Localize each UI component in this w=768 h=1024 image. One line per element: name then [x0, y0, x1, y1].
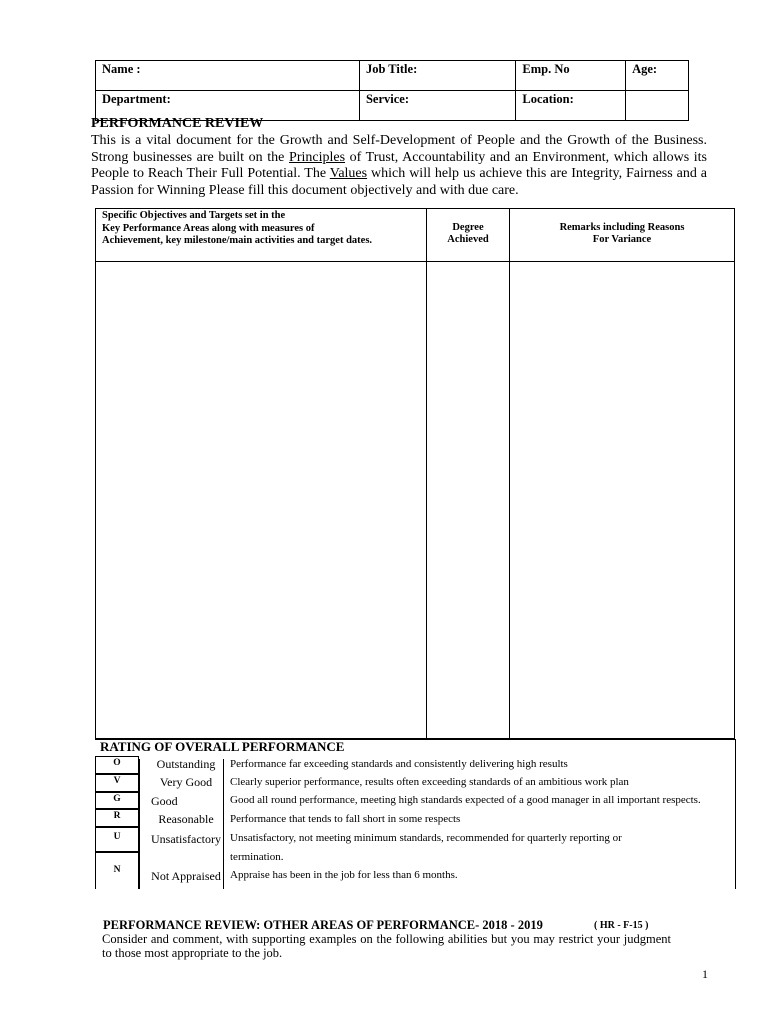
location-label: Location:: [522, 92, 574, 106]
rating-code-r: R: [95, 809, 139, 827]
intro-paragraph: [91, 133, 707, 199]
service-label: Service:: [365, 92, 409, 106]
name-label: Name :: [102, 62, 141, 76]
rating-desc-very-good: Clearly superior performance, results often exceeding standards of an ambitious work plan: [230, 776, 629, 788]
rating-code-v: V: [95, 774, 139, 792]
rating-code-u: U: [95, 827, 139, 852]
intro-text-2: of Trust, Accountability and an Environment, which allows its People to Reach Their Full Potential. The: [91, 149, 708, 181]
objectives-header-line1: Specific Objectives and Targets set in the: [102, 210, 286, 221]
objectives-header-line3: Achievement, key milestone/main activities and target dates.: [102, 235, 373, 246]
values-word: Values: [329, 166, 368, 181]
remarks-header-line1: Remarks including Reasons: [559, 222, 685, 233]
consider-paragraph: Consider and comment, with supporting examples on the following abilities but you may restrict your judgment to those most appropriate to the job.: [102, 932, 671, 960]
rating-desc-outstanding: Performance far exceeding standards and consistently delivering high results: [230, 758, 568, 770]
department-label: Department:: [102, 92, 171, 106]
rating-desc-good: Good all round performance, meeting high standards expected of a good manager in all important respects.: [230, 794, 701, 806]
age-field[interactable]: [626, 61, 689, 91]
rating-right-border: [735, 739, 736, 889]
blank-field[interactable]: [626, 91, 689, 121]
age-label: Age:: [632, 62, 658, 76]
objectives-header-line2: Key Performance Areas along with measures of: [102, 222, 315, 234]
rating-section: [95, 739, 735, 889]
rating-name-outstanding: Outstanding: [156, 757, 216, 771]
other-areas-title: PERFORMANCE REVIEW: OTHER AREAS OF PERFORMANCE- 2018 - 2019: [103, 918, 543, 932]
job-title-label: Job Title:: [365, 62, 418, 76]
rating-name-reasonable: Reasonable: [158, 812, 214, 826]
service-field[interactable]: [359, 91, 515, 121]
rating-desc-reasonable: Performance that tends to fall short in some respects: [230, 813, 461, 825]
degree-header-line2: Achieved: [447, 234, 489, 245]
location-field[interactable]: [516, 91, 626, 121]
job-title-field[interactable]: [359, 61, 515, 91]
intro-text-3: which will help us achieve this are Integrity, Fairness and a Passion for Winning Please fill this document objectively and with due care.: [91, 166, 707, 198]
page-title: PERFORMANCE REVIEW: [91, 116, 264, 131]
principles-word: Principles: [289, 149, 346, 165]
code-separator: [139, 759, 140, 889]
objectives-table: [95, 208, 735, 739]
rating-name-not-appraised: Not Appraised: [151, 869, 221, 883]
rating-code-n: N: [95, 852, 139, 889]
rating-desc-termination: termination.: [230, 851, 284, 863]
degree-header: [427, 209, 510, 262]
rating-title: RATING OF OVERALL PERFORMANCE: [100, 739, 345, 754]
name-field[interactable]: [96, 61, 360, 91]
form-code: ( HR - F-15 ): [594, 920, 649, 931]
page-number: 1: [702, 967, 708, 981]
rating-name-very-good: Very Good: [159, 775, 213, 789]
rating-name-unsatisfactory: Unsatisfactory: [151, 832, 221, 846]
objectives-entry[interactable]: [96, 262, 427, 739]
remarks-header-line2: For Variance: [592, 234, 652, 245]
intro-text-1: This is a vital document for the Growth and Self-Development of People and the Growth of the Business. Strong businesses are built on the: [91, 133, 707, 165]
rating-code-g: G: [95, 792, 139, 809]
emp-no-field[interactable]: [516, 61, 626, 91]
emp-no-label: Emp. No: [522, 62, 570, 76]
remarks-header: [510, 209, 735, 262]
degree-header-line1: Degree: [452, 222, 484, 233]
degree-entry[interactable]: [427, 262, 510, 739]
employee-info-table: [95, 60, 689, 121]
objectives-header: [96, 209, 427, 262]
rating-code-o: O: [95, 756, 139, 774]
rating-desc-unsatisfactory: Unsatisfactory, not meeting minimum standards, recommended for quarterly reporting or: [230, 832, 622, 844]
rating-name-good: Good: [151, 794, 178, 808]
rating-desc-not-appraised: Appraise has been in the job for less than 6 months.: [230, 869, 458, 881]
remarks-entry[interactable]: [510, 262, 735, 739]
